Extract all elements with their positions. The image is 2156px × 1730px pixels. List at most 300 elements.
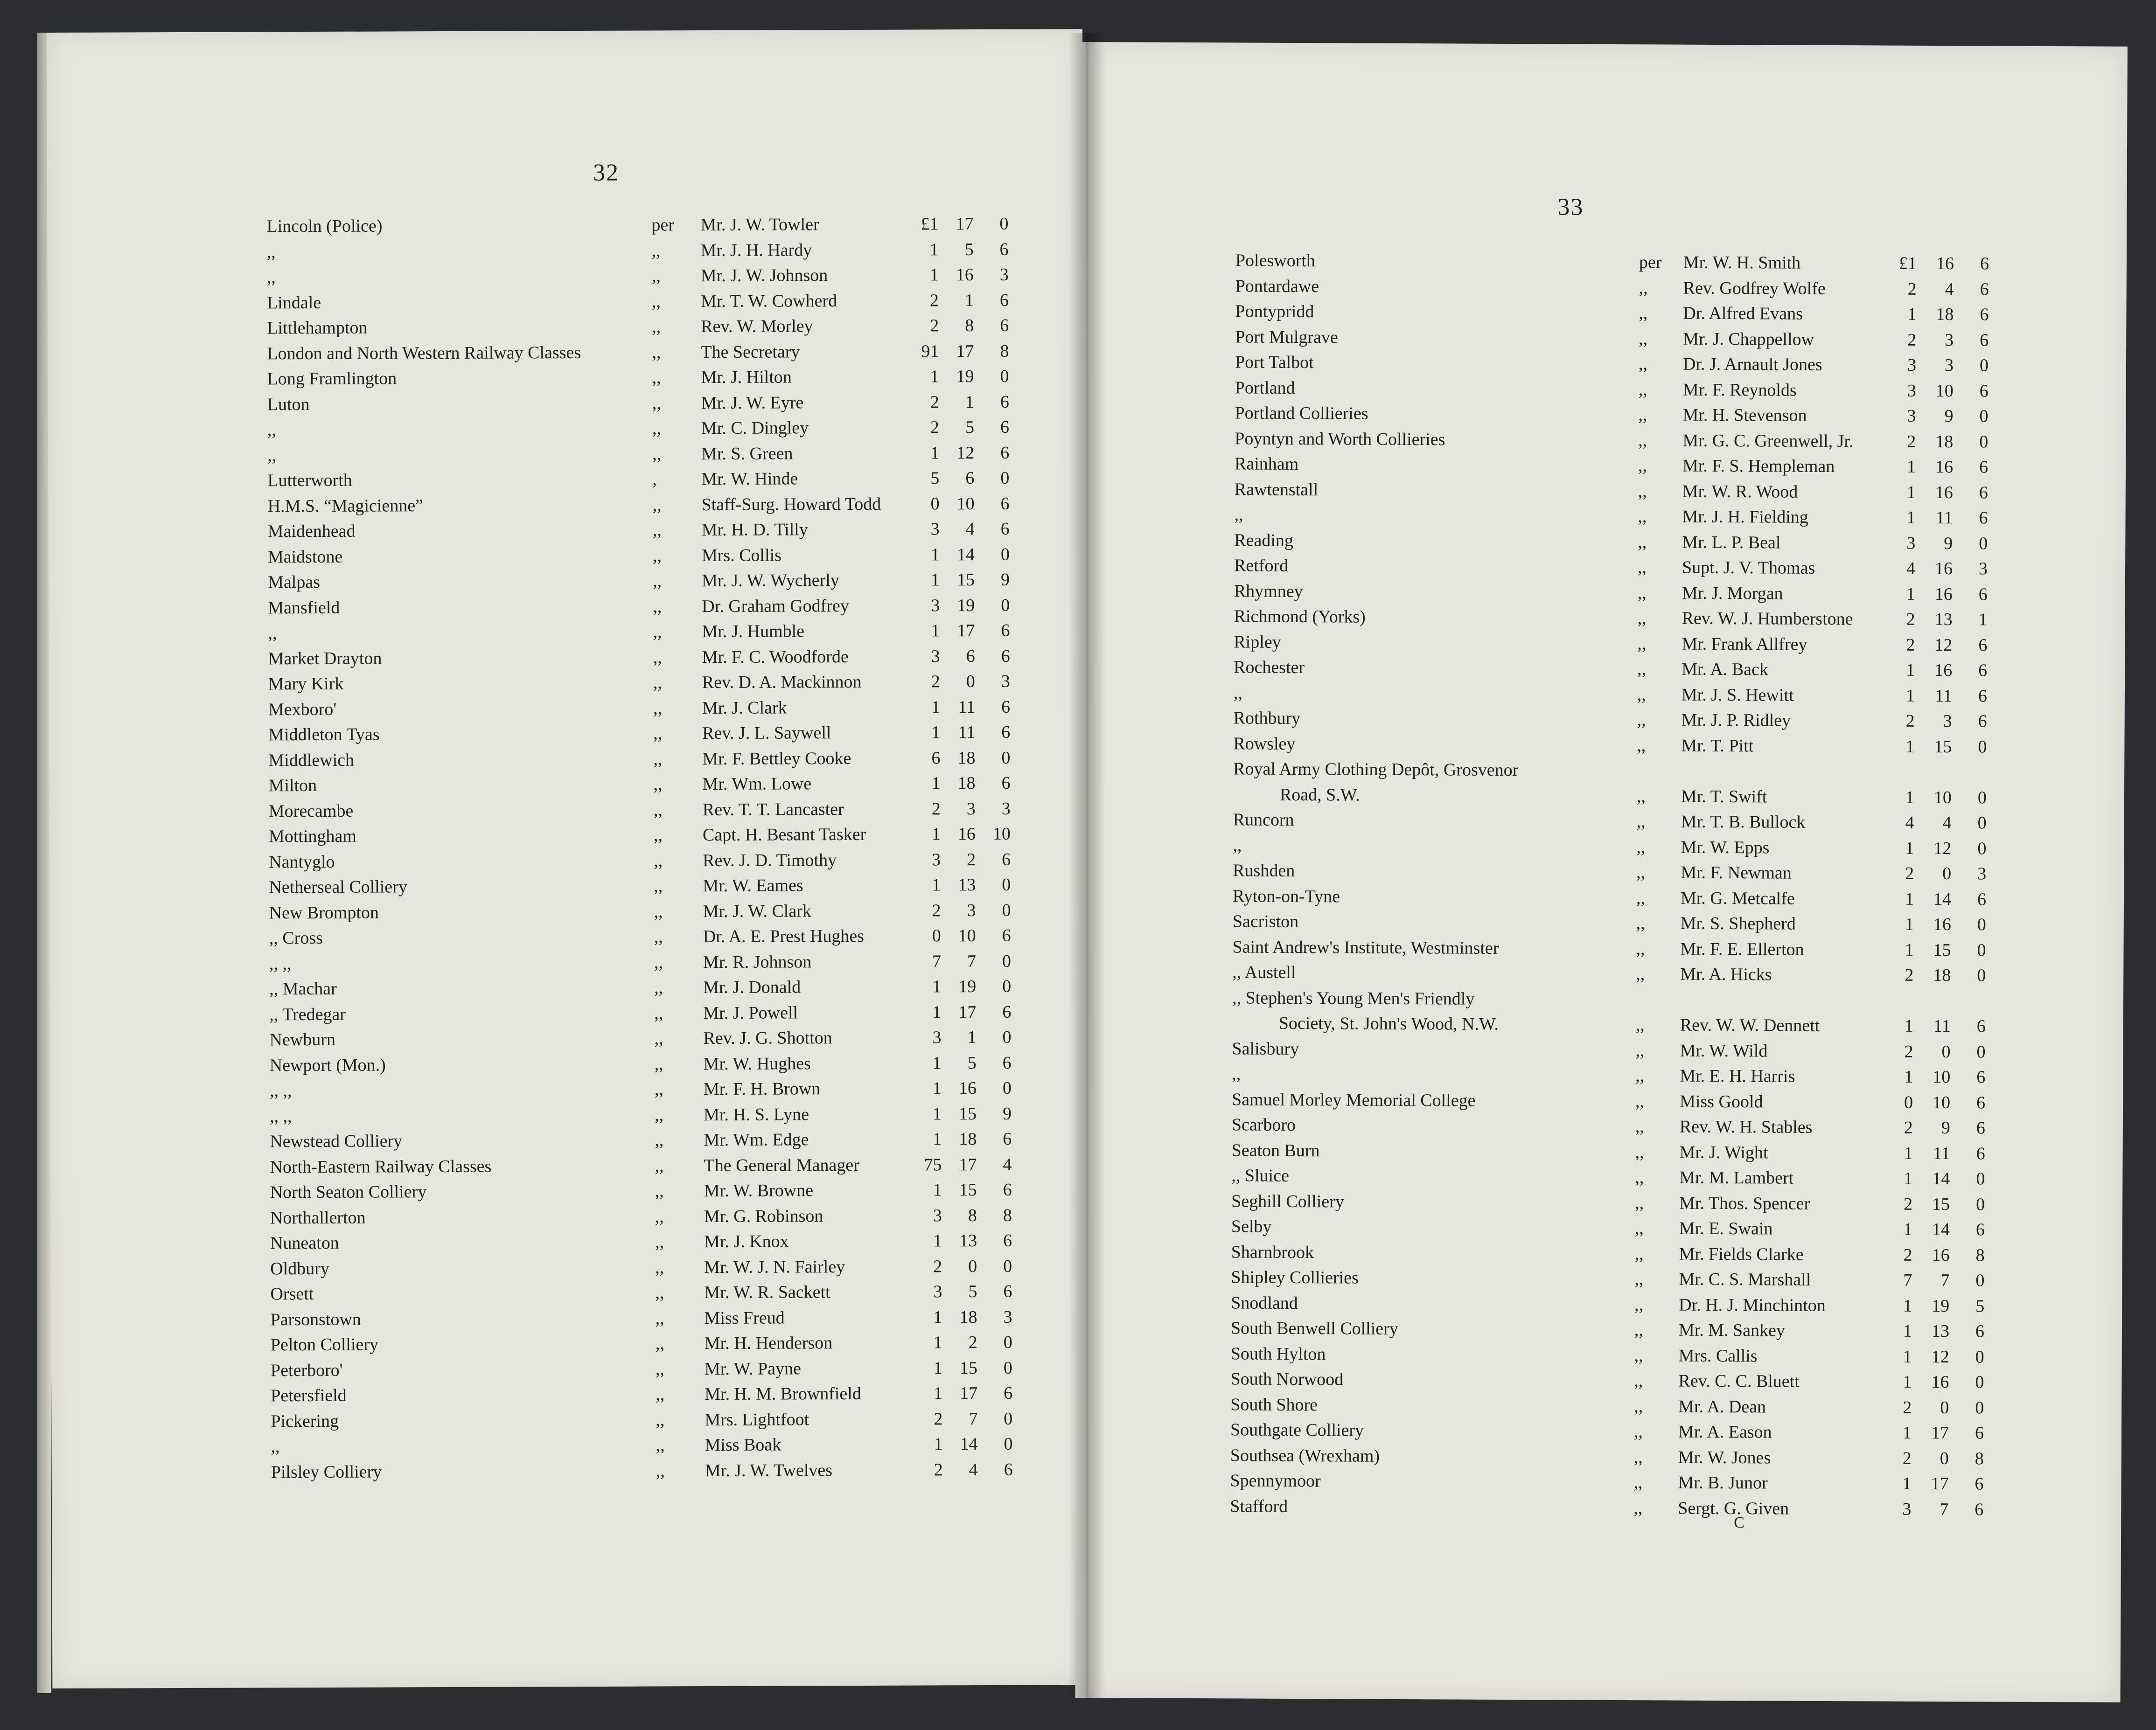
amount-pounds: 1 <box>933 1104 942 1124</box>
amount-shillings: 12 <box>1933 838 1952 858</box>
amount-shillings: 11 <box>1935 507 1953 528</box>
per-mark: ,, <box>1637 659 1647 679</box>
list-item <box>50 948 1086 977</box>
contributor-name: Rev. Godfrey Wolfe <box>1683 278 1826 299</box>
list-item <box>49 821 1085 850</box>
list-item <box>1076 1467 2121 1497</box>
place-name: Lincoln (Police) <box>266 216 383 236</box>
list-item <box>1078 1112 2123 1141</box>
contributor-name: Mr. W. Eames <box>703 875 803 896</box>
amount-pence: 6 <box>1001 722 1011 742</box>
amount-pence: 6 <box>1000 519 1010 539</box>
amount-pence: 0 <box>1004 1434 1013 1454</box>
amount-pence: 6 <box>1000 417 1010 437</box>
amount-shillings: 18 <box>1936 304 1954 325</box>
amount-pounds: 3 <box>1902 1499 1912 1519</box>
contributor-name: Mr. F. Newman <box>1681 862 1792 883</box>
per-mark: ,, <box>653 799 663 820</box>
contributor-name: Rev. D. A. Mackinnon <box>702 672 862 693</box>
per-mark: ,, <box>655 1359 665 1379</box>
list-item <box>1081 425 2126 455</box>
amount-pence: 0 <box>1977 838 1987 858</box>
per-mark: ,, <box>655 1181 664 1201</box>
amount-pounds: 1 <box>1904 1016 1913 1036</box>
list-item <box>49 694 1085 723</box>
place-name: Ryton-on-Tyne <box>1232 886 1340 906</box>
contributor-name: Rev. C. C. Bluett <box>1678 1371 1800 1391</box>
contributor-name: Mr. J. Hilton <box>701 367 792 388</box>
contributor-name: Mr. A. Hicks <box>1680 964 1772 985</box>
place-name: Maidenhead <box>267 521 356 542</box>
amount-pounds: 1 <box>1903 1219 1913 1239</box>
amount-pence: 0 <box>999 214 1009 234</box>
contributor-name: Mrs. Callis <box>1678 1346 1758 1366</box>
per-mark: ,, <box>1636 964 1645 984</box>
amount-pence: 0 <box>1979 431 1989 452</box>
contributor-name: Mr. G. C. Greenwell, Jr. <box>1682 431 1854 451</box>
list-item <box>51 1253 1087 1282</box>
contributor-name: Dr. Alfred Evans <box>1683 303 1803 324</box>
amount-pounds: 75 <box>924 1154 942 1174</box>
list-item <box>1077 1162 2122 1192</box>
per-mark: ,, <box>1634 1345 1643 1365</box>
amount-pounds: £1 <box>921 214 939 234</box>
amount-shillings: 12 <box>1931 1347 1949 1367</box>
amount-pence: 6 <box>1001 620 1010 640</box>
amount-pounds: 3 <box>1907 355 1917 375</box>
place-name: ,, Tredegar <box>269 1004 346 1024</box>
list-item <box>1078 984 2123 1014</box>
amount-pounds: 1 <box>1904 1067 1913 1087</box>
per-mark: ,, <box>1634 1294 1644 1314</box>
amount-shillings: 0 <box>1940 1397 1949 1417</box>
amount-pounds: 3 <box>933 1282 942 1302</box>
amount-pence: 6 <box>1001 646 1010 666</box>
list-item <box>1081 349 2126 379</box>
amount-shillings: 16 <box>1935 457 1954 477</box>
amount-shillings: 1 <box>964 290 974 310</box>
contributor-name: Mr. R. Johnson <box>703 952 812 972</box>
amount-pence: 8 <box>1975 1448 1984 1468</box>
contributor-name: Mr. J. Chappellow <box>1683 329 1814 349</box>
list-item <box>1076 1417 2121 1446</box>
amount-pence: 6 <box>1975 1220 1985 1240</box>
amount-pounds: £1 <box>1898 253 1917 273</box>
amount-shillings: 4 <box>1942 813 1952 833</box>
contributor-name: Mr. Frank Allfrey <box>1682 634 1807 654</box>
amount-shillings: 17 <box>960 1383 978 1403</box>
per-mark: ,, <box>654 927 663 947</box>
per-mark: ,, <box>653 673 662 693</box>
per-mark: ,, <box>655 1308 664 1328</box>
list-item <box>1077 1213 2122 1243</box>
per-mark: ,, <box>1639 303 1648 323</box>
amount-pence: 0 <box>1975 1347 1984 1367</box>
place-name: Rochester <box>1234 657 1305 678</box>
amount-pence: 0 <box>1979 406 1989 426</box>
list-item <box>49 897 1085 926</box>
place-name: ,, Sluice <box>1231 1166 1289 1186</box>
amount-pence: 0 <box>1002 1078 1012 1098</box>
per-mark: ,, <box>1634 1244 1644 1264</box>
amount-shillings: 4 <box>965 519 975 539</box>
contributor-name: Dr. A. E. Prest Hughes <box>703 926 865 947</box>
amount-pounds: 1 <box>932 977 942 997</box>
contributor-name: Mr. W. R. Wood <box>1682 481 1798 502</box>
amount-shillings: 14 <box>956 544 975 564</box>
list-item <box>1079 882 2124 912</box>
contributor-name: Mr. C. S. Marshall <box>1679 1269 1811 1290</box>
amount-pounds: 1 <box>930 367 939 387</box>
open-book <box>37 33 2137 1712</box>
per-mark: ,, <box>1634 1218 1644 1238</box>
subscription-list-left <box>47 211 1083 1482</box>
amount-pence: 6 <box>1001 697 1011 717</box>
contributor-name: Rev. J. D. Timothy <box>703 850 837 870</box>
amount-pence: 3 <box>1978 559 1988 579</box>
amount-shillings: 14 <box>1932 1168 1950 1189</box>
amount-shillings: 11 <box>1935 686 1952 706</box>
list-item <box>50 1050 1086 1079</box>
contributor-name: Mr. J. H. Hardy <box>700 240 812 260</box>
contributor-name: Rev. W. J. Humberstone <box>1682 608 1853 629</box>
list-item <box>51 1278 1087 1307</box>
amount-pounds: 2 <box>1902 1448 1912 1468</box>
per-mark: ,, <box>656 1410 665 1430</box>
place-name: Royal Army Clothing Depôt, Grosvenor <box>1233 759 1519 780</box>
list-item <box>48 465 1084 494</box>
per-mark: ,, <box>655 1232 664 1252</box>
amount-shillings: 11 <box>1933 1016 1951 1036</box>
amount-shillings: 17 <box>1931 1423 1949 1443</box>
amount-pence: 0 <box>1002 900 1011 920</box>
amount-shillings: 2 <box>967 849 976 869</box>
contributor-name: Sergt. G. Given <box>1678 1498 1789 1519</box>
per-mark: ,, <box>1636 786 1646 806</box>
list-item <box>1081 374 2126 404</box>
place-name: Maidstone <box>267 547 343 567</box>
per-mark: ,, <box>655 1334 664 1354</box>
per-mark: ,, <box>1635 1015 1645 1035</box>
amount-pounds: 2 <box>931 672 940 692</box>
per-mark: ,, <box>1639 278 1648 298</box>
contributor-name: Mr. F. E. Ellerton <box>1680 939 1804 959</box>
per-mark: ,, <box>1638 481 1647 501</box>
amount-pence: 0 <box>1003 1358 1013 1378</box>
place-name: Portland <box>1235 377 1295 398</box>
list-item <box>49 872 1085 901</box>
amount-shillings: 11 <box>1933 1143 1950 1163</box>
per-mark: per <box>1639 252 1662 272</box>
amount-pence: 0 <box>1002 875 1011 895</box>
amount-pounds: 1 <box>934 1383 943 1403</box>
per-mark: ,, <box>1634 1371 1643 1391</box>
amount-shillings: 4 <box>1945 279 1954 299</box>
amount-shillings: 8 <box>965 316 974 336</box>
amount-pence: 6 <box>1000 392 1009 412</box>
contributor-name: Mr. J. W. Towler <box>700 215 819 235</box>
contributor-name: Mr. W. Jones <box>1678 1447 1771 1467</box>
contributor-name: Mr. W. R. Sackett <box>704 1282 830 1303</box>
amount-pounds: 1 <box>1905 686 1915 706</box>
contributor-name: Mr. J. Powell <box>703 1002 798 1023</box>
per-mark: ,, <box>1638 430 1647 450</box>
list-item <box>50 1075 1086 1104</box>
place-name: Pontardawe <box>1235 276 1319 296</box>
place-name: Snodland <box>1231 1292 1298 1313</box>
per-mark: ,, <box>655 1130 664 1150</box>
amount-shillings: 19 <box>1932 1296 1950 1316</box>
amount-pounds: 1 <box>931 570 940 590</box>
amount-pounds: 2 <box>1903 1397 1912 1417</box>
place-name: ,, <box>267 445 277 465</box>
place-name: Middlewich <box>268 750 355 770</box>
per-mark: ,, <box>655 1283 664 1303</box>
place-name: Port Mulgrave <box>1235 327 1338 347</box>
amount-shillings: 10 <box>1933 787 1952 807</box>
list-item <box>51 1177 1087 1206</box>
place-name: Northallerton <box>270 1208 366 1228</box>
amount-pounds: 1 <box>930 544 940 564</box>
contributor-name: Mr. T. B. Bullock <box>1681 812 1806 832</box>
place-name: Seghill Colliery <box>1231 1191 1344 1211</box>
amount-pounds: 1 <box>1905 787 1915 807</box>
place-name: Shipley Collieries <box>1231 1267 1359 1288</box>
amount-shillings: 11 <box>958 697 976 717</box>
amount-shillings: 7 <box>1940 1499 1949 1519</box>
place-name: ,, <box>1233 682 1243 703</box>
amount-pounds: 1 <box>1905 940 1914 960</box>
list-item <box>1080 654 2125 684</box>
place-name: Ripley <box>1234 632 1281 652</box>
per-mark: ,, <box>652 545 662 565</box>
amount-pounds: 0 <box>930 493 940 514</box>
place-name: Lutterworth <box>267 470 352 491</box>
amount-pence: 0 <box>1003 1332 1012 1352</box>
amount-pounds: 2 <box>1906 635 1915 655</box>
amount-pounds: 3 <box>931 595 940 615</box>
list-item <box>1078 1061 2123 1091</box>
amount-shillings: 4 <box>969 1459 978 1480</box>
per-mark: ,, <box>653 825 663 845</box>
contributor-name: Mr. J. P. Ridley <box>1681 710 1791 730</box>
per-mark: ,, <box>651 291 661 311</box>
contributor-name: Mr. J. W. Johnson <box>700 265 828 286</box>
per-mark: ,, <box>654 901 663 921</box>
contributor-name: Mr. J. Morgan <box>1682 583 1783 604</box>
contributor-name: Mr. A. Eason <box>1678 1422 1772 1442</box>
list-item <box>1078 933 2123 963</box>
contributor-name: Mr. J. Humble <box>702 621 805 642</box>
per-mark: ,, <box>651 240 661 260</box>
contributor-name: Mr. T. W. Cowherd <box>700 291 837 311</box>
place-name: Middleton Tyas <box>268 724 380 745</box>
place-name: Newstead Colliery <box>270 1131 403 1152</box>
amount-pounds: 7 <box>932 951 942 971</box>
per-mark: ,, <box>1638 456 1647 476</box>
amount-shillings: 3 <box>967 900 976 920</box>
place-name: North Seaton Colliery <box>270 1182 427 1202</box>
contributor-name: Miss Boak <box>705 1435 781 1455</box>
list-item <box>50 1101 1086 1130</box>
place-name: ,, <box>266 242 276 262</box>
place-name: Mansfield <box>268 598 340 618</box>
amount-pence: 0 <box>1975 1372 1984 1392</box>
amount-pence: 0 <box>1001 595 1010 615</box>
per-mark: ,, <box>1633 1422 1643 1442</box>
amount-pence: 6 <box>1000 493 1010 514</box>
per-mark: ,, <box>653 571 662 591</box>
per-mark: ,, <box>1636 812 1646 832</box>
contributor-name: The General Manager <box>704 1155 859 1175</box>
per-mark: ,, <box>652 393 661 413</box>
amount-pounds: 3 <box>932 1028 942 1048</box>
amount-pounds: 2 <box>1905 711 1915 731</box>
per-mark: ,, <box>1636 938 1645 959</box>
amount-pence: 0 <box>1000 544 1010 564</box>
place-name: Pelton Colliery <box>270 1334 379 1355</box>
per-mark: ,, <box>652 494 662 514</box>
amount-pence: 6 <box>999 290 1009 310</box>
per-mark: ,, <box>652 342 661 362</box>
place-name: Rowsley <box>1233 733 1296 754</box>
list-item <box>51 1380 1087 1409</box>
contributor-name: Mr. W. H. Smith <box>1683 252 1801 273</box>
amount-pounds: 1 <box>1906 457 1916 477</box>
amount-pence: 0 <box>1000 366 1009 386</box>
per-mark: ,, <box>1638 354 1648 374</box>
amount-pence: 6 <box>1978 635 1988 655</box>
contributor-name: Capt. H. Besant Tasker <box>702 824 866 845</box>
amount-pounds: 2 <box>930 392 939 412</box>
amount-shillings: 10 <box>1933 1092 1951 1112</box>
list-item <box>1080 501 2125 531</box>
per-mark: ,, <box>1636 888 1646 908</box>
place-name: Polesworth <box>1235 250 1316 271</box>
signature-mark: C <box>1734 1514 1744 1532</box>
amount-shillings: 5 <box>964 239 974 259</box>
per-mark: ,, <box>654 952 663 972</box>
per-mark: ,, <box>654 1054 663 1074</box>
per-mark: ,, <box>1633 1447 1643 1467</box>
amount-pence: 6 <box>1976 1016 1986 1036</box>
amount-pounds: 1 <box>933 1129 942 1149</box>
place-name: ,, Stephen's Young Men's Friendly <box>1232 987 1475 1009</box>
amount-pence: 0 <box>1977 813 1987 833</box>
place-name: Netherseal Colliery <box>269 877 407 897</box>
per-mark: ,, <box>652 444 662 464</box>
amount-pounds: 2 <box>1905 965 1914 985</box>
place-name: Southgate Colliery <box>1230 1420 1364 1440</box>
place-name: South Benwell Colliery <box>1230 1318 1398 1339</box>
place-name: Portland Collieries <box>1235 403 1368 424</box>
list-item <box>1081 247 2127 277</box>
amount-pounds: 2 <box>929 290 939 310</box>
list-item <box>49 719 1085 748</box>
place-name: Mary Kirk <box>268 674 344 694</box>
contributor-name: Mr. W. Wild <box>1680 1041 1768 1061</box>
place-name: Nantyglo <box>269 852 335 872</box>
contributor-name: Mr. W. Epps <box>1681 837 1770 857</box>
list-item <box>47 211 1083 240</box>
contributor-name: Mr. Thos. Spencer <box>1679 1193 1810 1214</box>
list-item <box>48 287 1083 316</box>
place-name: Rainham <box>1234 454 1299 474</box>
per-mark: ,, <box>1635 1066 1645 1086</box>
contributor-name: Rev. W. Morley <box>701 316 813 337</box>
amount-pounds: 2 <box>1904 1042 1913 1062</box>
amount-pounds: 1 <box>1903 1321 1912 1341</box>
amount-shillings: 17 <box>958 1002 977 1022</box>
amount-pence: 6 <box>999 239 1009 259</box>
place-name: Scarboro <box>1231 1115 1296 1135</box>
place-name: Selby <box>1231 1216 1272 1237</box>
per-mark: ,, <box>655 1155 664 1175</box>
amount-shillings: 16 <box>957 824 976 844</box>
per-mark: ,, <box>653 622 662 642</box>
contributor-name: Mr. W. Hughes <box>703 1053 811 1074</box>
place-name: Rushden <box>1233 861 1295 881</box>
place-name: Retford <box>1234 556 1289 576</box>
amount-pounds: 1 <box>1903 1347 1912 1367</box>
amount-shillings: 15 <box>959 1180 977 1200</box>
place-name: Seaton Burn <box>1231 1140 1320 1160</box>
amount-pence: 0 <box>1002 951 1012 971</box>
list-item <box>48 236 1083 265</box>
contributor-name: Mr. J. S. Hewitt <box>1681 685 1794 705</box>
amount-pence: 1 <box>1978 610 1988 630</box>
amount-shillings: 17 <box>959 1154 977 1174</box>
amount-pence: 6 <box>1002 925 1011 945</box>
per-mark: ,, <box>652 317 661 337</box>
per-mark: ,, <box>1637 633 1647 653</box>
amount-pounds: 2 <box>1906 609 1915 629</box>
amount-shillings: 16 <box>958 1078 977 1098</box>
amount-pence: 9 <box>1001 570 1010 590</box>
amount-pence: 6 <box>1978 660 1988 681</box>
list-item <box>1081 476 2126 506</box>
place-name: Pilsley Colliery <box>271 1462 382 1482</box>
per-mark: ,, <box>1634 1269 1644 1289</box>
amount-pence: 0 <box>1976 1169 1985 1189</box>
place-name: Peterboro' <box>270 1360 343 1380</box>
per-mark: ,, <box>1635 1167 1644 1188</box>
contributor-name: Mr. F. S. Hempleman <box>1682 456 1835 477</box>
list-item <box>1080 603 2125 633</box>
list-item <box>48 338 1083 367</box>
list-item <box>50 973 1086 1002</box>
place-name: Littlehampton <box>267 318 368 338</box>
amount-shillings: 15 <box>1934 736 1952 757</box>
contributor-name: Mr. J. H. Fielding <box>1682 507 1808 527</box>
contributor-name: Mr. S. Shepherd <box>1680 913 1796 934</box>
contributor-name: Mr. H. D. Tilly <box>701 520 808 540</box>
contributor-name: Mr. E. H. Harris <box>1680 1066 1795 1086</box>
list-item <box>51 1406 1087 1435</box>
place-name: ,, ,, <box>269 1081 292 1101</box>
list-item <box>1080 679 2125 709</box>
amount-shillings: 5 <box>968 1282 977 1302</box>
amount-shillings: 16 <box>1933 914 1951 935</box>
amount-shillings: 18 <box>1933 965 1951 986</box>
per-mark: ,, <box>1638 507 1647 527</box>
list-item <box>1077 1289 2122 1319</box>
amount-shillings: 10 <box>1935 381 1954 401</box>
place-name: Samuel Morley Memorial College <box>1232 1089 1476 1111</box>
amount-pence: 3 <box>1003 1307 1012 1327</box>
amount-pounds: 1 <box>934 1434 943 1454</box>
place-name: ,, Machar <box>269 979 337 999</box>
